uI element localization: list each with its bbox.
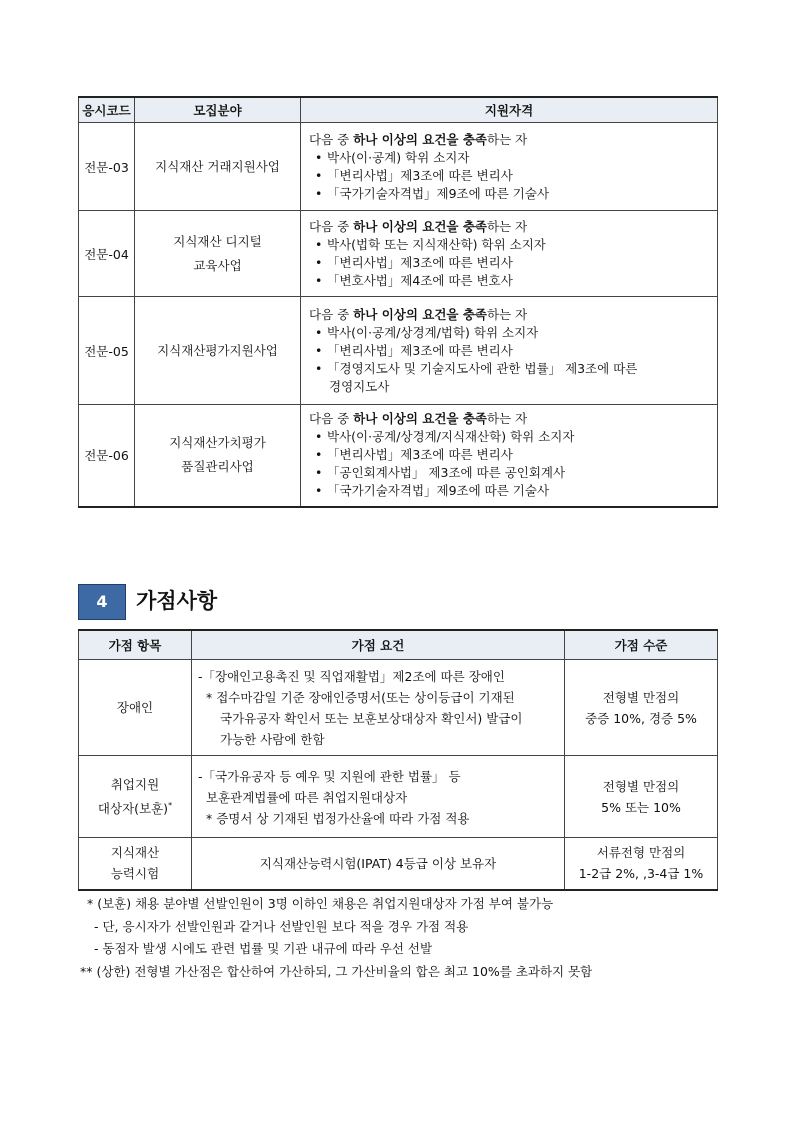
- footnote: * (보훈) 채용 분야별 선발인원이 3명 이하인 채용은 취업지원대상자 가점 부여 불가능: [87, 896, 554, 911]
- section-title: 가점사항: [136, 589, 218, 613]
- requirement-heading: 다음 중 하나 이상의 요건을 충족하는 자: [309, 131, 528, 147]
- code-cell: 전문-04: [79, 211, 135, 297]
- requirement-item: • 「경영지도사 및 기술지도사에 관한 법률」 제3조에 따른: [315, 360, 638, 376]
- requirement-heading: 다음 중 하나 이상의 요건을 충족하는 자: [309, 410, 528, 426]
- section-number-badge: 4: [78, 584, 126, 620]
- requirement-item: • 「변호사법」제4조에 따른 변호사: [315, 272, 513, 288]
- bonus-item-cell: 취업지원 대상자(보훈)*: [79, 756, 192, 838]
- bonus-requirement-cell: -「장애인고용촉진 및 직업재활법」제2조에 따른 장애인 * 접수마감일 기준 장애인증명서(또는 상이등급이 기재된 국가유공자 확인서 또는 보훈보상대상자 확인서) 발급이 가능한 사람에 한함: [192, 660, 565, 756]
- code-cell: 전문-06: [79, 405, 135, 507]
- code-cell: 전문-03: [79, 123, 135, 211]
- requirement-item: • 「국가기술자격법」제9조에 따른 기술사: [315, 185, 550, 201]
- bonus-requirement-cell: -「국가유공자 등 예우 및 지원에 관한 법률」 등 보훈관계법률에 따른 취업지원대상자 * 증명서 상 기재된 법정가산율에 따라 가점 적용: [192, 756, 565, 838]
- requirement-item: • 박사(이·공계) 학위 소지자: [315, 149, 470, 165]
- qualification-table: [78, 96, 718, 508]
- header-qualification: 지원자격: [301, 97, 718, 123]
- requirement-heading: 다음 중 하나 이상의 요건을 충족하는 자: [309, 306, 528, 322]
- requirement-item: • 박사(이·공계/상경계/지식재산학) 학위 소지자: [315, 428, 575, 444]
- requirement-item: • 「공인회계사법」 제3조에 따른 공인회계사: [315, 464, 566, 480]
- requirement-item: • 「변리사법」제3조에 따른 변리사: [315, 446, 513, 462]
- code-cell: 전문-05: [79, 297, 135, 405]
- requirement-cell: [301, 123, 718, 211]
- requirement-item: • 「변리사법」제3조에 따른 변리사: [315, 167, 513, 183]
- field-cell: 지식재산가치평가 품질관리사업: [135, 405, 301, 507]
- table-row: [79, 660, 718, 756]
- bonus-points-table: [78, 629, 718, 891]
- requirement-item-continuation: 경영지도사: [329, 378, 390, 394]
- bonus-level-cell: 전형별 만점의 5% 또는 10%: [565, 756, 718, 838]
- footnote: - 동점자 발생 시에도 관련 법률 및 기관 내규에 따라 우선 선발: [94, 941, 433, 956]
- table-header-row: [79, 630, 718, 660]
- table-row: [79, 838, 718, 890]
- footnote: ** (상한) 전형별 가산점은 합산하여 가산하되, 그 가산비율의 합은 최고 10%를 초과하지 못함: [80, 963, 593, 979]
- footnotes: [80, 893, 720, 983]
- table-row: [79, 405, 718, 507]
- header-code: 응시코드: [79, 97, 135, 123]
- table-row: [79, 756, 718, 838]
- requirement-cell: [301, 405, 718, 507]
- header-level: 가점 수준: [565, 630, 718, 660]
- bonus-level-cell: 전형별 만점의 중증 10%, 경증 5%: [565, 660, 718, 756]
- table-row: [79, 297, 718, 405]
- bonus-requirement-cell: 지식재산능력시험(IPAT) 4등급 이상 보유자: [192, 838, 565, 890]
- requirement-cell: [301, 297, 718, 405]
- requirement-item: • 「국가기술자격법」제9조에 따른 기술사: [315, 482, 550, 498]
- field-cell: 지식재산평가지원사업: [135, 297, 301, 405]
- requirement-item: • 박사(법학 또는 지식재산학) 학위 소지자: [315, 236, 546, 252]
- requirement-item: • 「변리사법」제3조에 따른 변리사: [315, 342, 513, 358]
- footnote: - 단, 응시자가 선발인원과 같거나 선발인원 보다 적을 경우 가점 적용: [94, 918, 469, 934]
- requirement-item: • 박사(이·공계/상경계/법학) 학위 소지자: [315, 324, 539, 340]
- requirement-heading: 다음 중 하나 이상의 요건을 충족하는 자: [309, 218, 528, 234]
- header-item: 가점 항목: [79, 630, 192, 660]
- field-cell: 지식재산 거래지원사업: [135, 123, 301, 211]
- bonus-item-cell: 지식재산 능력시험: [79, 838, 192, 890]
- table-header-row: [79, 97, 718, 123]
- table-row: [79, 211, 718, 297]
- field-cell: 지식재산 디지털 교육사업: [135, 211, 301, 297]
- header-field: 모집분야: [135, 97, 301, 123]
- table-row: [79, 123, 718, 211]
- bonus-level-cell: 서류전형 만점의 1-2급 2%, ,3-4급 1%: [565, 838, 718, 890]
- requirement-cell: [301, 211, 718, 297]
- bonus-item-cell: 장애인: [79, 660, 192, 756]
- requirement-item: • 「변리사법」제3조에 따른 변리사: [315, 254, 513, 270]
- header-requirement: 가점 요건: [192, 630, 565, 660]
